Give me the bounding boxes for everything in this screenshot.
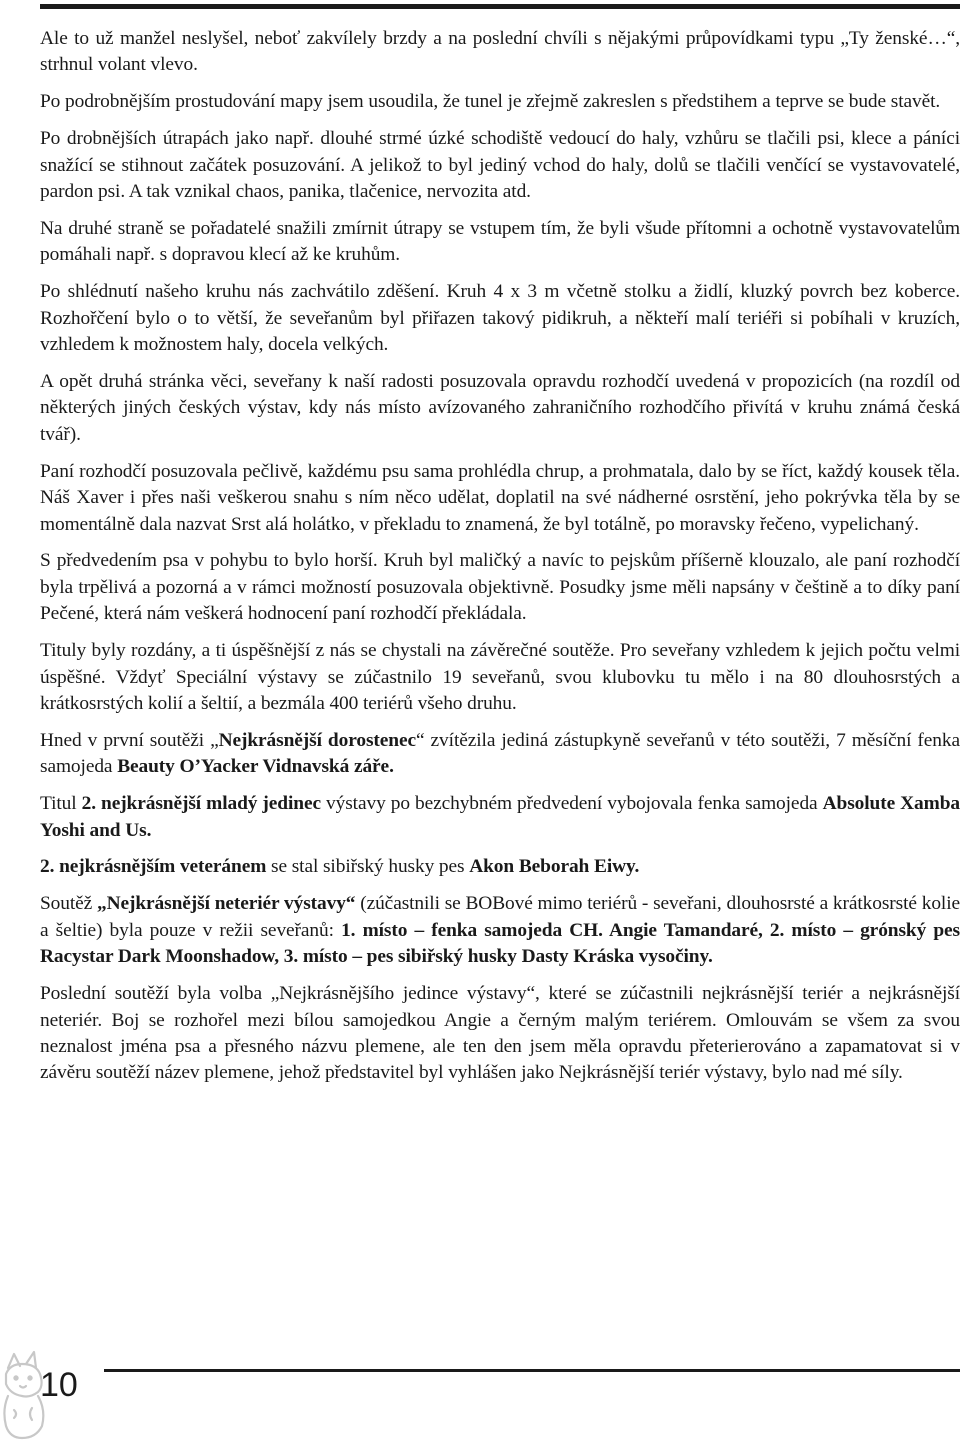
text-run: Poslední soutěží byla volba „Nejkrásnějšího jedince výstavy“, které se zúčastnili nejkrásnější teriér a nejkrásnější neteriér. Boj se rozhořel mezi bílou samojedkou Angie a černým malým teriérem. Omlouvám se všem za svou neznalost jména psa a přesného názvu plemene, ale ten den jsem měla opravdu přeterierováno a zapamatovat si v závěru soutěží název plemene, jehož představitel byl vyhlášen jako Nejkrásnější teriér výstavy, bylo nad mé síly. xyxy=(40,983,960,1084)
article-paragraph xyxy=(40,459,960,538)
bold-text: Nejkrásnější dorostenec xyxy=(218,729,416,751)
text-run: Titul xyxy=(40,793,82,815)
text-run: Ale to už manžel neslyšel, neboť zakvílely brzdy a na poslední chvíli s nějakými průpovídkami typu „Ty ženské…“, strhnul volant vlevo. xyxy=(40,28,960,76)
text-run: Soutěž xyxy=(40,893,97,915)
text-run: Tituly byly rozdány, a ti úspěšnější z nás se chystali na závěrečné soutěže. Pro seveřany vzhledem k jejich počtu velmi úspěšné. Vždyť Speciální výstavy se zúčastnilo 19 seveřanů, svou klubovku tu mělo i na 80 dlouhosrstých a krátkosrstých kolií a šeltií, a bezmála 400 teriérů všeho druhu. xyxy=(40,640,960,714)
article-paragraph xyxy=(40,791,960,844)
text-run: A opět druhá stránka věci, seveřany k naší radosti posuzovala opravdu rozhodčí uvedená v propozicích (na rozdíl od některých jiných českých výstav, kdy nás místo avízovaného zahraničního rozhodčího přivítá v kruhu známá česká tvář). xyxy=(40,370,960,445)
article-paragraph xyxy=(40,891,960,970)
article-paragraph xyxy=(40,981,960,1087)
text-run: Po shlédnutí našeho kruhu nás zachvátilo zděšení. Kruh 4 x 3 m včetně stolku a židlí, kluzký povrch bez koberce. Rozhořčení bylo o to větší, že seveřanům byl přiřazen takový pidikruh, a někteří malí teriéři si pobíhali v kruzích, vzhledem k možnostem haly, docela velkých. xyxy=(40,281,960,356)
bold-text: Akon Beborah Eiwy. xyxy=(469,856,640,878)
article-paragraph xyxy=(40,216,960,269)
article-paragraph xyxy=(40,728,960,781)
article-paragraph xyxy=(40,279,960,358)
page-number: 10 xyxy=(40,1366,78,1404)
top-rule xyxy=(40,4,960,9)
text-run: výstavy po bezchybném předvedení vybojovala fenka samojeda xyxy=(320,793,823,815)
text-run: Po podrobnějším prostudování mapy jsem usoudila, že tunel je zřejmě zakreslen s předstihem a teprve se bude stavět. xyxy=(40,91,941,113)
text-run: Hned v první soutěži „ xyxy=(40,729,219,751)
article-paragraph xyxy=(40,548,960,627)
text-run: S předvedením psa v pohybu to bylo horší. Kruh byl maličký a navíc to pejskům příšerně klouzalo, ale paní rozhodčí byla trpělivá a pozorná a v rámci možností posuzovala objektivně. Posudky jsme měli napsány v češtině a to díky paní Pečené, která nám veškerá hodnocení paní rozhodčí překládala. xyxy=(40,550,960,625)
bold-text: 1. místo – fenka samojeda CH. Angie Tamandaré, 2. místo – grónský pes Racystar Dark Moonshadow, 3. místo – pes sibiřský husky Dasty Kráska vysočiny. xyxy=(40,919,960,968)
text-run: (zúčastnili se BOBové mimo teriérů - seveřani, dlouhosrsté a krátkosrsté kolie a šeltie) byla pouze v režii seveřanů: xyxy=(40,893,960,941)
article-paragraph xyxy=(40,369,960,448)
article-paragraph xyxy=(40,854,960,880)
bold-text: „Nejkrásnější neteriér výstavy“ xyxy=(97,893,356,915)
bold-text: 2. nejkrásnější mladý jedinec xyxy=(81,793,321,815)
bold-text: 2. nejkrásnějším veteránem xyxy=(40,856,267,878)
text-run: se stal sibiřský husky pes xyxy=(266,856,470,878)
text-run: Po drobnějších útrapách jako např. dlouhé strmé úzké schodiště vedoucí do haly, vzhůru se tlačili psi, klece a páníci snažící se stihnout začátek posuzování. A jelikož to byl jediný vchod do haly, dolů se tlačili venčící se vystavovatelé, pardon psi. A tak vznikal chaos, panika, tlačenice, nervozita atd. xyxy=(40,128,960,203)
bottom-rule xyxy=(104,1369,960,1372)
article-paragraph xyxy=(40,89,960,115)
text-run: Na druhé straně se pořadatelé snažili zmírnit útrapy se vstupem tím, že byli všude přítomni a ochotně vystavovatelům pomáhali např. s dopravou klecí až ke kruhům. xyxy=(40,217,960,266)
article-body xyxy=(40,26,960,1097)
bold-text: Beauty O’Yacker Vidnavská záře. xyxy=(117,756,394,778)
text-run: Paní rozhodčí posuzovala pečlivě, každému psu sama prohlédla chrup, a prohmatala, dalo by se říct, každý kousek těla. Náš Xaver i přes naši veškerou snahu s ním něco udělat, doplatil na své nádherné osrstění, jeho pokrývka těla by se momentálně dala nazvat Srst alá holátko, v překladu to znamená, že byl totálně, po moravsky řečeno, vypelichaný. xyxy=(40,460,960,535)
article-paragraph xyxy=(40,126,960,205)
text-run: “ zvítězila jediná zástupkyně seveřanů v této soutěži, 7 měsíční fenka samojeda xyxy=(40,729,960,778)
article-paragraph xyxy=(40,26,960,79)
bold-text: Absolute Xamba Yoshi and Us. xyxy=(40,793,960,841)
article-paragraph xyxy=(40,638,960,717)
